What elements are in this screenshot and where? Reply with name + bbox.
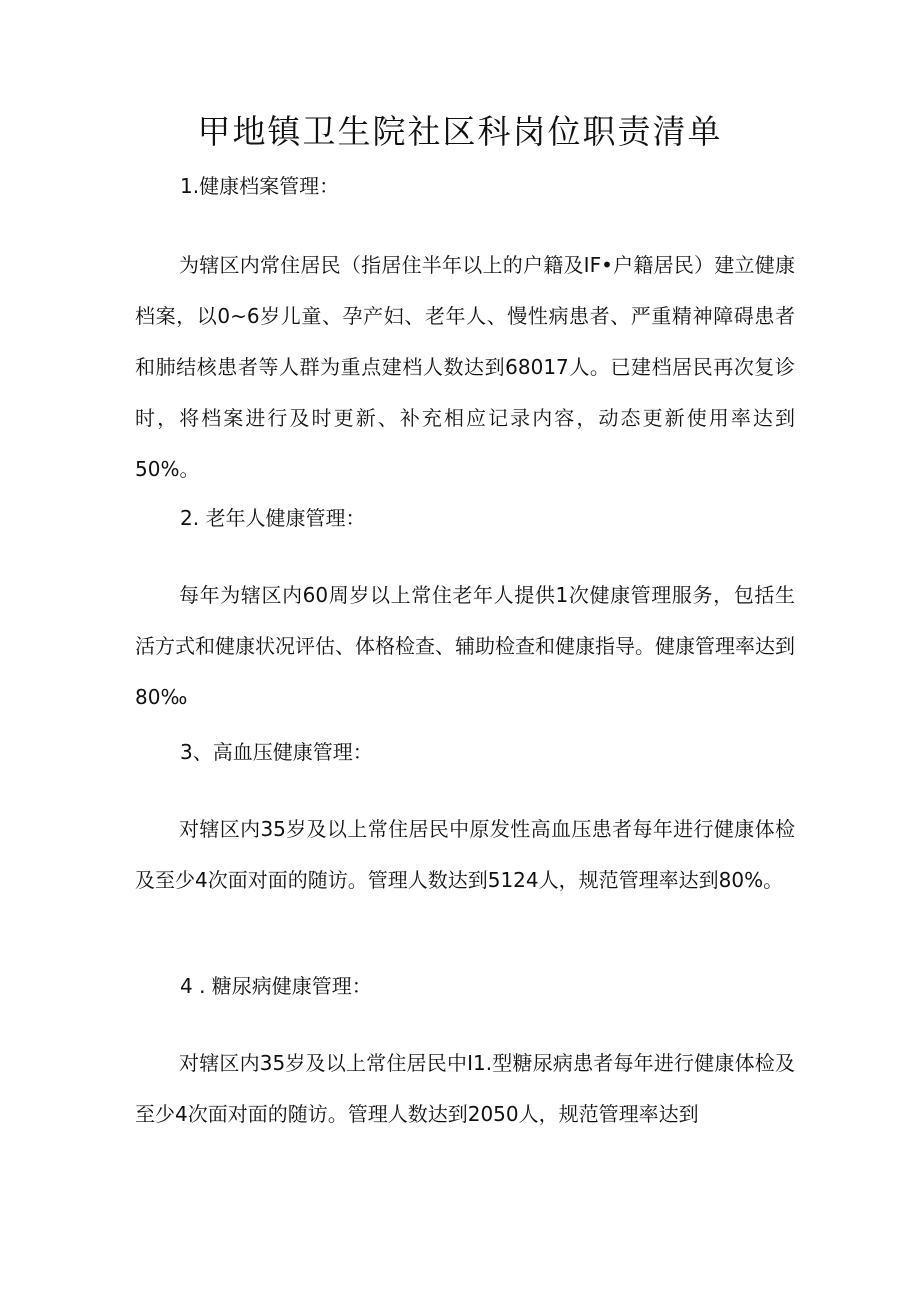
section-body-health-records: 为辖区内常住居民（指居住半年以上的户籍及IF•户籍居民）建立健康档案，以0~6岁儿童、孕产妇、老年人、慢性病患者、严重精神障碍患者和肺结核患者等人群为重点建档人数达到68017人。已建档居民再次复诊时，将档案进行及时更新、补充相应记录内容，动态更新使用率达到50%。 [135,253,795,481]
document-title: 甲地镇卫生院社区科岗位职责清单 [197,112,723,151]
section-heading-elderly-health: 2. 老年人健康管理： [180,506,366,530]
section-heading-diabetes: 4 . 糖尿病健康管理： [180,974,372,998]
section-body-diabetes: 对辖区内35岁及以上常住居民中I1.型糖尿病患者每年进行健康体检及至少4次面对面的随访。管理人数达到2050人，规范管理率达到 [135,1051,795,1126]
section-body-hypertension: 对辖区内35岁及以上常住居民中原发性高血压患者每年进行健康体检及至少4次面对面的随访。管理人数达到5124人，规范管理率达到80%。 [135,817,795,892]
section-heading-hypertension: 3、高血压健康管理： [180,740,373,764]
section-body-elderly-health: 每年为辖区内60周岁以上常住老年人提供1次健康管理服务，包括生活方式和健康状况评估、体格检查、辅助检查和健康指导。健康管理率达到80‰ [135,583,795,709]
section-heading-health-records: 1.健康档案管理： [180,174,340,198]
